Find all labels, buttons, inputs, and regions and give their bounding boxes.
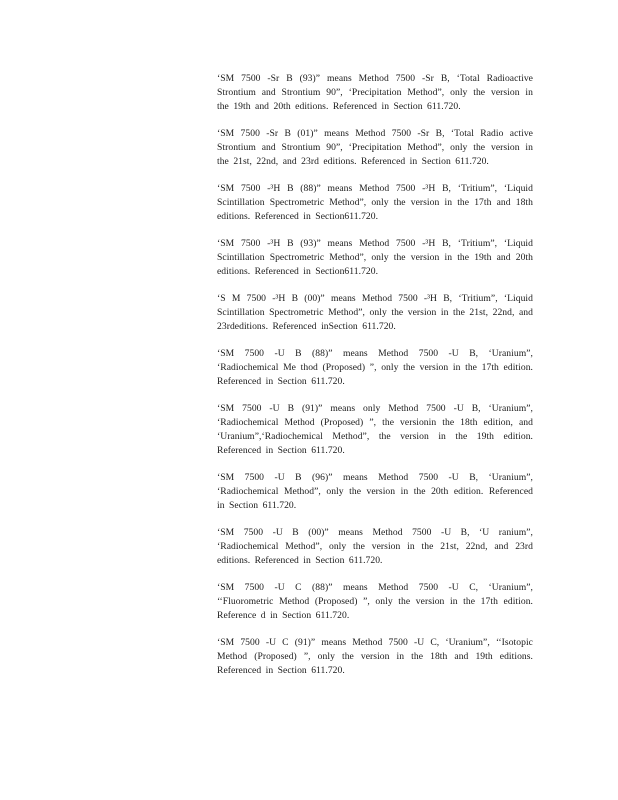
paragraph-tritium-b-93: ‘SM 7500 -³H B (93)” means Method 7500 -³H B, ‘Tritium”, ‘Liquid Scintillation Spectrometric Method”, only the version in the 19th and 20th editions. Referenced in Section611.720.: [217, 238, 533, 277]
document-page: [217, 72, 533, 691]
paragraph-uranium-c-91: ‘SM 7500 -U C (91)” means Method 7500 -U C, ‘Uranium”, ‘‘Isotopic Method (Proposed) ”, only the version in the 18th and 19th editions. Referenced in Section 611.720.: [217, 637, 533, 676]
paragraph-uranium-b-91: ‘SM 7500 -U B (91)” means only Method 7500 -U B, ‘Uranium”, ‘Radiochemical Method (Proposed) ”, the versionin the 18th edition, and ‘Uranium”,‘Radiochemical Method”, the version in the 19th edition. Referenced in Section 611.720.: [217, 403, 533, 456]
paragraph-sr-b-01: ‘SM 7500 -Sr B (01)” means Method 7500 -Sr B, ‘Total Radio active Strontium and Strontium 90”, ‘Precipitation Method”, only the version in the 21st, 22nd, and 23rd editions. Referenced in Section 611.720.: [217, 128, 533, 167]
paragraph-uranium-b-96: ‘SM 7500 -U B (96)” means Method 7500 -U B, ‘Uranium”, ‘Radiochemical Method”, only the version in the 20th edition. Referenced in Section 611.720.: [217, 472, 533, 511]
paragraph-uranium-b-00: ‘SM 7500 -U B (00)” means Method 7500 -U B, ‘U ranium”, ‘Radiochemical Method”, only the version in the 21st, 22nd, and 23rd editions. Referenced in Section 611.720.: [217, 527, 533, 566]
paragraph-uranium-c-88: ‘SM 7500 -U C (88)” means Method 7500 -U C, ‘Uranium”, ‘‘Fluorometric Method (Proposed) ”, only the version in the 17th edition. Reference d in Section 611.720.: [217, 582, 533, 621]
paragraph-uranium-b-88: ‘SM 7500 -U B (88)” means Method 7500 -U B, ‘Uranium”, ‘Radiochemical Me thod (Proposed) ”, only the version in the 17th edition. Referenced in Section 611.720.: [217, 348, 533, 387]
paragraph-sr-b-93: ‘SM 7500 -Sr B (93)” means Method 7500 -Sr B, ‘Total Radioactive Strontium and Strontium 90”, ‘Precipitation Method”, only the version in the 19th and 20th editions. Referenced in Section 611.720.: [217, 73, 533, 112]
paragraph-tritium-b-00: ‘S M 7500 -³H B (00)” means Method 7500 -³H B, ‘Tritium”, ‘Liquid Scintillation Spectrometric Method”, only the version in the 21st, 22nd, and 23rdeditions. Referenced inSection 611.720.: [217, 293, 533, 332]
paragraph-tritium-b-88: ‘SM 7500 -³H B (88)” means Method 7500 -³H B, ‘Tritium”, ‘Liquid Scintillation Spectrometric Method”, only the version in the 17th and 18th editions. Referenced in Section611.720.: [217, 183, 533, 222]
